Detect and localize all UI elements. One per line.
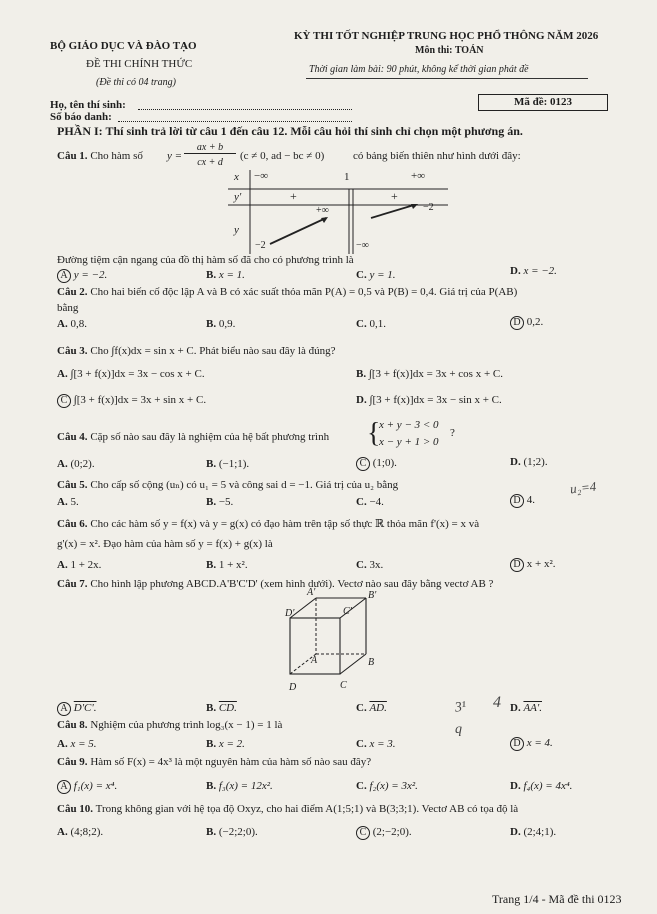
q9-stem: Câu 9. Hàm số F(x) = 4x³ là một nguyên hàm của hàm số nào sau đây?: [57, 756, 372, 768]
selected-answer-mark: C: [57, 394, 71, 408]
cube-label-c: C: [340, 680, 347, 691]
q1-option-a[interactable]: A y = −2.: [57, 269, 107, 283]
vt-yp: y': [234, 191, 242, 203]
q8-option-a[interactable]: A. x = 5.: [57, 738, 97, 750]
official-label: ĐỀ THI CHÍNH THỨC: [86, 58, 193, 70]
time-note: Thời gian làm bài: 90 phút, không kể thời gian phát đề: [309, 64, 529, 75]
vt-pinf: +∞: [411, 170, 426, 182]
q5-option-b[interactable]: B. −5.: [206, 496, 234, 508]
selected-answer-mark: D: [510, 558, 524, 572]
selected-answer-mark: A: [57, 269, 71, 283]
name-label: Họ, tên thí sinh:: [50, 99, 126, 111]
q1-func-y: y =: [167, 150, 183, 162]
q9-option-a[interactable]: A f₁(x) = x⁴.: [57, 780, 117, 794]
q4-option-a[interactable]: A. (0;2).: [57, 458, 95, 470]
q6-option-b[interactable]: B. 1 + x².: [206, 559, 248, 571]
cube-label-a1: A': [307, 587, 316, 598]
q8-option-c[interactable]: C. x = 3.: [356, 738, 396, 750]
handwritten-note: 3¹: [453, 699, 468, 716]
vt-bot-mid: −∞: [356, 240, 369, 251]
q3-stem: Câu 3. Cho ∫f(x)dx = sin x + C. Phát biểu nào sau đây là đúng?: [57, 345, 336, 357]
part-one-heading: PHẦN I: Thí sinh trả lời từ câu 1 đến câu 12. Mỗi câu hỏi thí sinh chỉ chọn một phương án.: [57, 124, 523, 138]
q4-ineq-2: x − y + 1 > 0: [379, 436, 439, 448]
handwritten-note: u₂=4: [569, 478, 597, 497]
selected-answer-mark: C: [356, 826, 370, 840]
vt-x: x: [234, 171, 239, 183]
q10-option-a[interactable]: A. (4;8;2).: [57, 826, 104, 838]
header-rule: [306, 78, 588, 79]
q2-option-d[interactable]: D 0,2.: [510, 316, 543, 330]
cube-label-d1: D': [285, 608, 295, 619]
q7-option-c[interactable]: C. AD.: [356, 702, 387, 714]
q10-option-c[interactable]: C (2;−2;0).: [356, 826, 412, 840]
q1-label-text: [57, 150, 143, 162]
name-field[interactable]: [138, 100, 352, 110]
q4-stem: Câu 4. Cặp số nào sau đây là nghiệm của hệ bất phương trình: [57, 431, 330, 443]
q4-ineq-1: x + y − 3 < 0: [379, 419, 439, 431]
q3-option-b[interactable]: B. ∫[3 + f(x)]dx = 3x + cos x + C.: [356, 368, 503, 380]
q2-option-a[interactable]: A. 0,8.: [57, 318, 87, 330]
q8-option-b[interactable]: B. x = 2.: [206, 738, 245, 750]
q1-option-c[interactable]: C. y = 1.: [356, 269, 396, 281]
q7-option-b[interactable]: B. CD.: [206, 702, 237, 714]
q5-option-c[interactable]: C. −4.: [356, 496, 384, 508]
q1-denominator: cx + d: [197, 157, 223, 168]
vt-minf: −∞: [254, 170, 269, 182]
q2-stem-2: bằng: [57, 302, 79, 314]
id-field[interactable]: [118, 112, 352, 122]
q8-stem: Câu 8. Nghiệm của phương trình log₃(x − 1) = 1 là: [57, 719, 283, 731]
vt-top-mid: +∞: [316, 205, 329, 216]
q3-option-a[interactable]: A. ∫[3 + f(x)]dx = 3x − cos x + C.: [57, 368, 205, 380]
q7-option-a[interactable]: A D'C'.: [57, 702, 97, 716]
pages-note: (Đề thi có 04 trang): [96, 77, 176, 88]
q1-label: Câu 1.: [57, 150, 88, 162]
vt-left-val: −2: [255, 240, 266, 251]
q1-question: Đường tiệm cận ngang của đồ thị hàm số đã cho có phương trình là: [57, 254, 354, 266]
q9-option-d[interactable]: D. f₄(x) = 4x⁴.: [510, 780, 573, 792]
q3-option-c[interactable]: C ∫[3 + f(x)]dx = 3x + sin x + C.: [57, 394, 206, 408]
cube-label-a: A: [311, 655, 318, 666]
q4-option-c[interactable]: C (1;0).: [356, 457, 397, 471]
q10-option-d[interactable]: D. (2;4;1).: [510, 826, 557, 838]
cube-figure: [284, 592, 376, 692]
subject: Môn thi: TOÁN: [415, 45, 484, 56]
q7-option-d[interactable]: D. AA'.: [510, 702, 542, 714]
handwritten-note: 4: [493, 694, 501, 711]
q8-option-d[interactable]: D x = 4.: [510, 737, 553, 751]
q4-option-d[interactable]: D. (1;2).: [510, 456, 548, 468]
vt-y: y: [234, 224, 239, 236]
cube-label-b: B: [368, 657, 375, 668]
q6-stem-2: g'(x) = x². Đạo hàm của hàm số y = f(x) + g(x) là: [57, 538, 273, 550]
q5-stem: Câu 5. Cho cấp số cộng (uₙ) có u₁ = 5 và công sai d = −1. Giá trị của u₂ bằng: [57, 479, 399, 491]
cube-label-c1: C': [343, 606, 352, 617]
q4-option-b[interactable]: B. (−1;1).: [206, 458, 250, 470]
q10-option-b[interactable]: B. (−2;2;0).: [206, 826, 258, 838]
exam-title: KỲ THI TỐT NGHIỆP TRUNG HỌC PHỔ THÔNG NĂM 2026: [294, 30, 599, 42]
q6-option-a[interactable]: A. 1 + 2x.: [57, 559, 102, 571]
cube-label-b1: B': [368, 590, 377, 601]
brace-icon: {: [367, 418, 381, 449]
q10-stem: Câu 10. Trong không gian với hệ tọa độ Oxyz, cho hai điểm A(1;5;1) và B(3;3;1). Vectơ AB có tọa độ là: [57, 803, 519, 815]
q1-text-a: Cho hàm số: [90, 150, 143, 162]
selected-answer-mark: D: [510, 494, 524, 508]
selected-answer-mark: D: [510, 737, 524, 751]
q6-stem: Câu 6. Cho các hàm số y = f(x) và y = g(x) có đạo hàm trên tập số thực ℝ thỏa mãn f'(x) = x và: [57, 518, 480, 530]
q1-option-d[interactable]: D. x = −2.: [510, 265, 557, 277]
q2-option-b[interactable]: B. 0,9.: [206, 318, 236, 330]
q6-option-c[interactable]: C. 3x.: [356, 559, 384, 571]
q2-option-c[interactable]: C. 0,1.: [356, 318, 386, 330]
cube-label-d: D: [289, 682, 297, 693]
page-footer: Trang 1/4 - Mã đề thi 0123: [492, 892, 622, 906]
q1-numerator: ax + b: [184, 142, 236, 154]
vt-plus-2: +: [391, 189, 398, 203]
id-label: Số báo danh:: [50, 111, 112, 123]
selected-answer-mark: A: [57, 702, 71, 716]
vt-right-val: −2: [423, 202, 434, 213]
vt-one: 1: [344, 171, 350, 183]
ministry-name: BỘ GIÁO DỤC VÀ ĐÀO TẠO: [50, 40, 197, 52]
selected-answer-mark: C: [356, 457, 370, 471]
selected-answer-mark: A: [57, 780, 71, 794]
handwritten-note: q: [455, 722, 462, 737]
vt-plus-1: +: [290, 189, 297, 203]
q6-option-d[interactable]: D x + x².: [510, 558, 556, 572]
q1-text-b: có bảng biến thiên như hình dưới đây:: [353, 150, 521, 162]
q1-option-b[interactable]: B. x = 1.: [206, 269, 245, 281]
q1-condition: (c ≠ 0, ad − bc ≠ 0): [240, 150, 325, 162]
q9-option-b[interactable]: B. f₃(x) = 12x².: [206, 780, 273, 792]
q5-option-d[interactable]: D 4.: [510, 494, 535, 508]
q5-option-a[interactable]: A. 5.: [57, 496, 79, 508]
q3-option-d[interactable]: D. ∫[3 + f(x)]dx = 3x − sin x + C.: [356, 394, 502, 406]
selected-answer-mark: D: [510, 316, 524, 330]
q9-option-c[interactable]: C. f₂(x) = 3x².: [356, 780, 418, 792]
exam-code-box: Mã đề: 0123: [478, 94, 608, 111]
q7-stem: Câu 7. Cho hình lập phương ABCD.A'B'C'D' (xem hình dưới). Vectơ nào sau đây bằng vectơ AB ?: [57, 578, 494, 590]
q2-stem: Câu 2. Cho hai biến cố độc lập A và B có xác suất thỏa mãn P(A) = 0,5 và P(B) = 0,4. Giá trị của P(AB): [57, 286, 518, 298]
q4-qmark: ?: [450, 427, 455, 439]
